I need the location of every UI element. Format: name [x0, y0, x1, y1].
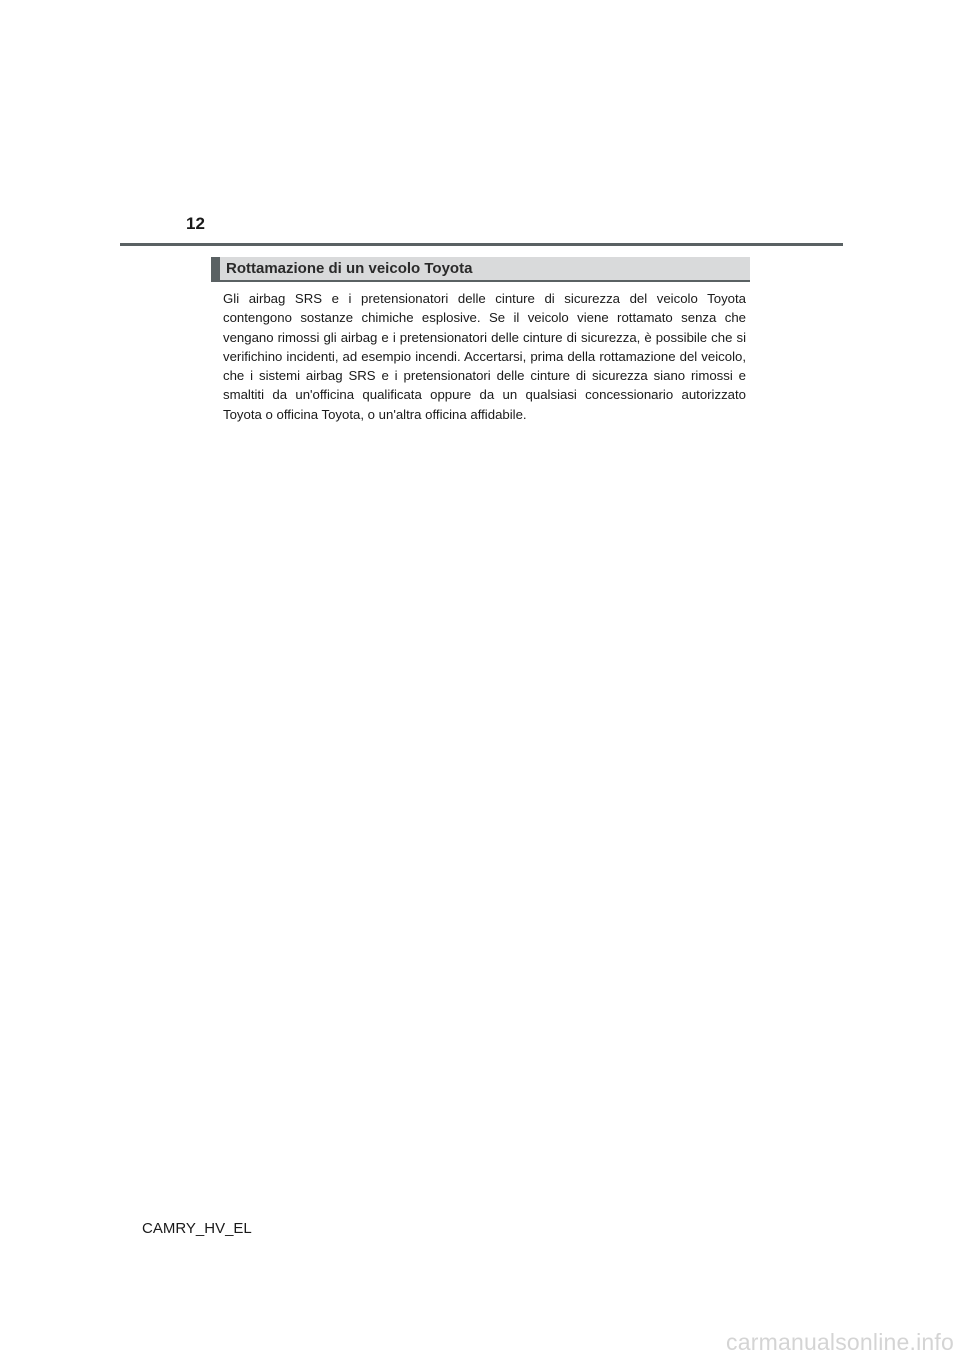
footer-code: CAMRY_HV_EL	[142, 1220, 252, 1237]
watermark: carmanualsonline.info	[726, 1329, 954, 1355]
section-heading	[211, 257, 750, 282]
body-paragraph: Gli airbag SRS e i pretensionatori delle cinture di sicurezza del veicolo Toyota contengono sostanze chimiche esplosive. Se il veicolo viene rottamato senza che vengano rimossi gli airbag e i pretensionatori delle cinture di sicurezza, è possibile che si verifichino incidenti, ad esempio incendi. Accertarsi, prima della rottamazione del veicolo, che i sistemi airbag SRS e i pretensionatori delle cinture di sicurezza siano rimossi e smaltiti da un'officina qualificata oppure da un qualsiasi concessionario autorizzato Toyota o officina Toyota, o un'altra officina affidabile.	[223, 291, 746, 422]
page-number: 12	[186, 214, 205, 233]
header-rule	[120, 243, 843, 246]
section-heading-text: Rottamazione di un veicolo Toyota	[226, 260, 473, 277]
